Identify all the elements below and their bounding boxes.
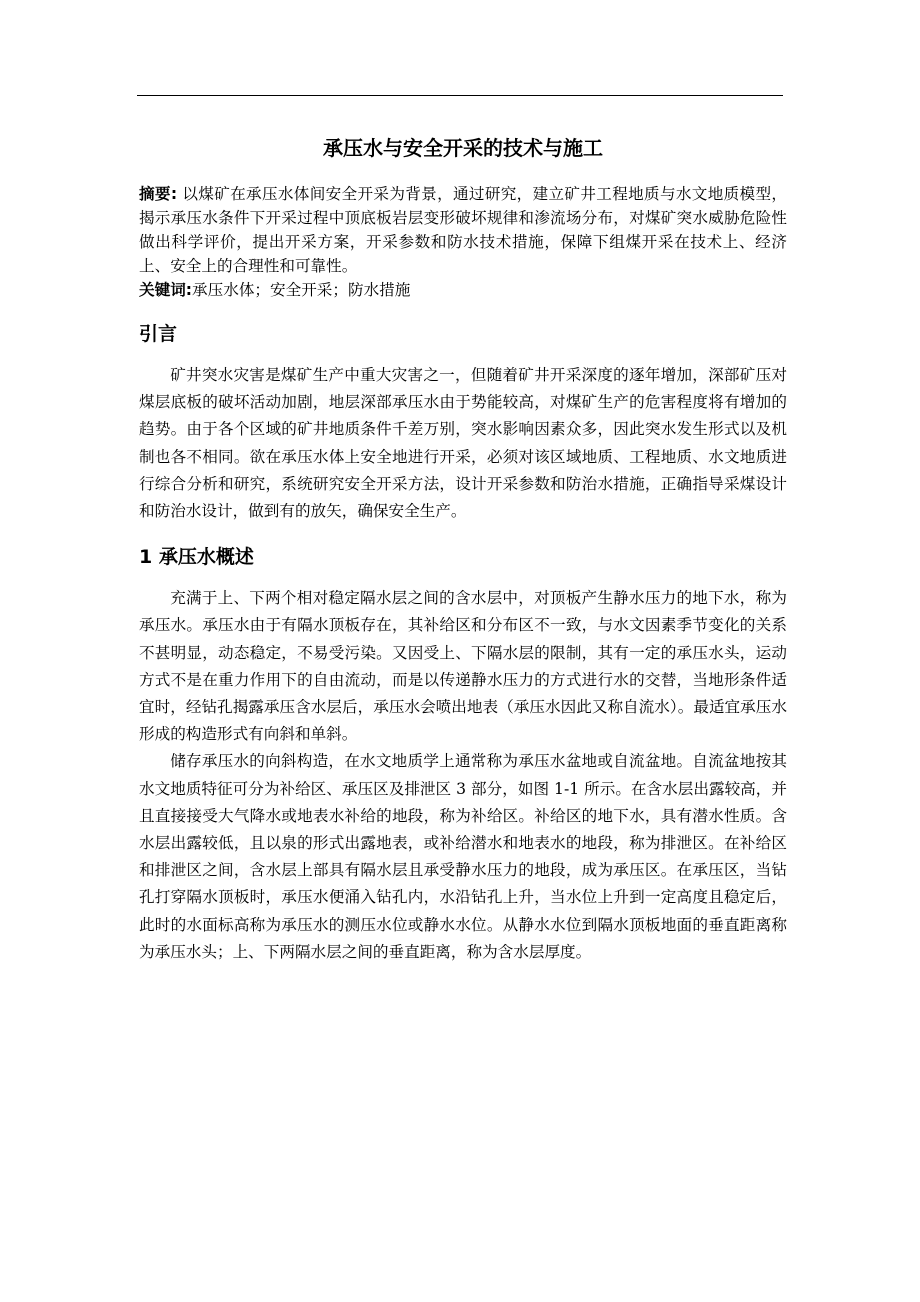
- intro-paragraph: 矿井突水灾害是煤矿生产中重大灾害之一，但随着矿井开采深度的逐年增加，深部矿压对煤层底板的破坏活动加剧，地层深部承压水由于势能较高，对煤矿生产的危害程度将有增加的趋势。由于各个区域的矿井地质条件千差万别，突水影响因素众多，因此突水发生形式以及机制也各不相同。欲在承压水体上安全地进行开采，必须对该区域地质、工程地质、水文地质进行综合分析和研究，系统研究安全开采方法，设计开采参数和防治水措施，正确指导采煤设计和防治水设计，做到有的放矢，确保安全生产。: [139, 366, 787, 521]
- overview-paragraph-1: 充满于上、下两个相对稳定隔水层之间的含水层中，对顶板产生静水压力的地下水，称为承压水。承压水由于有隔水顶板存在，其补给区和分布区不一致，与水文因素季节变化的关系不甚明显，动态稳定，不易受污染。又因受上、下隔水层的限制，其有一定的承压水头，运动方式不是在重力作用下的自由流动，而是以传递静水压力的方式进行水的交替，当地形条件适宜时，经钻孔揭露承压含水层后，承压水会喷出地表（承压水因此又称自流水）。最适宜承压水形成的构造形式有向斜和单斜。: [139, 589, 787, 744]
- keywords: [139, 278, 787, 302]
- abstract-label: 摘要:: [139, 185, 178, 203]
- document-title: 承压水与安全开采的技术与施工: [323, 136, 603, 160]
- keywords-text: 承压水体；安全开采；防水措施: [192, 281, 411, 299]
- abstract-text: 以煤矿在承压水体间安全开采为背景，通过研究，建立矿井工程地质与水文地质模型，揭示承压水条件下开采过程中顶底板岩层变形破坏规律和渗流场分布，对煤矿突水威胁危险性做出科学评价，提出开采方案，开采参数和防水技术措施，保障下组煤开采在技术上、经济上、安全上的合理性和可靠性。: [139, 185, 787, 275]
- section-heading-intro: 引言: [139, 323, 178, 345]
- overview-paragraph-2: 储存承压水的向斜构造，在水文地质学上通常称为承压水盆地或自流盆地。自流盆地按其水文地质特征可分为补给区、承压区及排泄区 3 部分，如图 1-1 所示。在含水层出露较高，并且直接接受大气降水或地表水补给的地段，称为补给区。补给区的地下水，具有潜水性质。含水层出露较低，且以泉的形式出露地表，或补给潜水和地表水的地段，称为排泄区。在补给区和排泄区之间，含水层上部具有隔水层且承受静水压力的地段，成为承压区。在承压区，当钻孔打穿隔水顶板时，承压水便涌入钻孔内，水沿钻孔上升，当水位上升到一定高度且稳定后，此时的水面标高称为承压水的测压水位或静水水位。从静水水位到隔水顶板地面的垂直距离称为承压水头；上、下两隔水层之间的垂直距离，称为含水层厚度。: [139, 752, 787, 961]
- header-rule: [137, 95, 783, 96]
- keywords-label: 关键词:: [139, 281, 193, 299]
- section-heading-overview: 1 承压水概述: [139, 546, 254, 569]
- document-body: [139, 128, 787, 966]
- abstract: [139, 182, 787, 278]
